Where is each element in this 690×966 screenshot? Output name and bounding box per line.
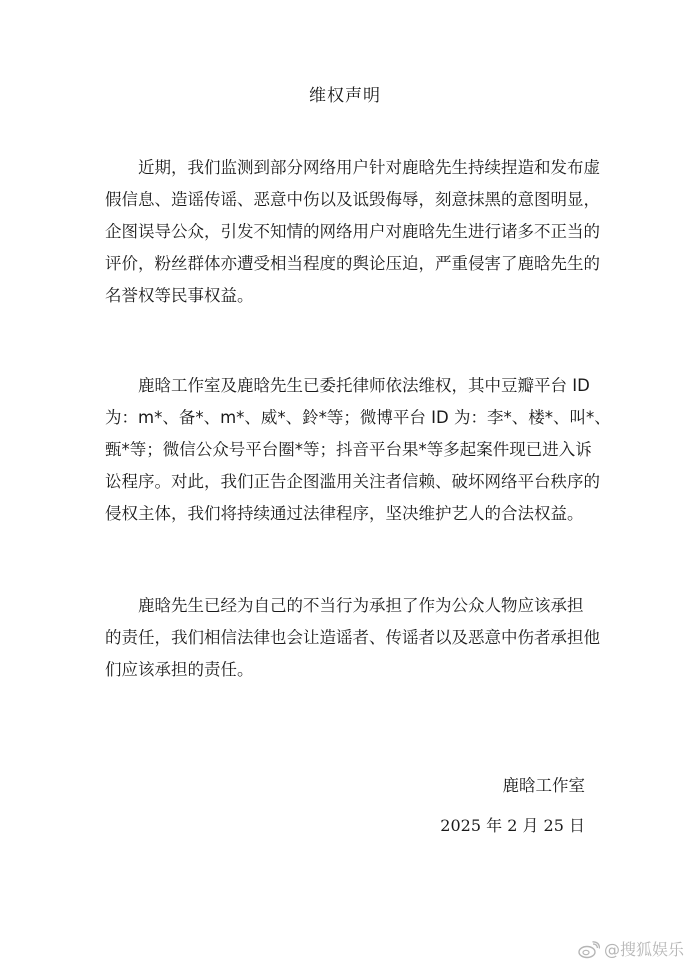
document-title: 维权声明	[309, 86, 381, 106]
paragraph-3	[105, 590, 600, 686]
paragraph-line: 侵权主体，我们将持续通过法律程序，坚决维护艺人的合法权益。	[105, 504, 584, 523]
watermark-text: @搜狐娱乐	[603, 940, 684, 959]
paragraph-line: 甄*等；微信公众号平台圈*等；抖音平台果*等多起案件现已进入诉	[105, 440, 592, 459]
paragraph-line: 鹿晗先生已经为自己的不当行为承担了作为公众人物应该承担	[138, 596, 584, 615]
paragraph-line: 们应该承担的责任。	[105, 660, 254, 679]
paragraph-1	[105, 152, 600, 312]
paragraph-line: 鹿晗工作室及鹿晗先生已委托律师依法维权，其中豆瓣平台 ID	[138, 376, 590, 395]
paragraph-line: 为：m*、备*、m*、威*、鈴*等；微博平台 ID 为：李*、楼*、叫*、	[105, 408, 611, 427]
signature-date: 2025 年 2 月 25 日	[440, 816, 585, 835]
weibo-icon	[578, 941, 600, 959]
paragraph-line: 的责任，我们相信法律也会让造谣者、传谣者以及恶意中伤者承担他	[105, 628, 600, 647]
paragraph-line: 讼程序。对此，我们正告企图滥用关注者信赖、破坏网络平台秩序的	[105, 472, 600, 491]
paragraph-line: 近期，我们监测到部分网络用户针对鹿晗先生持续捏造和发布虚	[138, 158, 600, 177]
paragraph-line: 企图误导公众，引发不知情的网络用户对鹿晗先生进行诸多不正当的	[105, 222, 600, 241]
paragraph-line: 假信息、造谣传谣、恶意中伤以及诋毁侮辱，刻意抹黑的意图明显，	[105, 190, 600, 209]
signature: 鹿晗工作室	[502, 776, 585, 795]
paragraph-2	[105, 370, 611, 530]
source-watermark	[578, 940, 684, 960]
paragraph-line: 评价，粉丝群体亦遭受相当程度的舆论压迫，严重侵害了鹿晗先生的	[105, 254, 600, 273]
paragraph-line: 名誉权等民事权益。	[105, 286, 254, 305]
